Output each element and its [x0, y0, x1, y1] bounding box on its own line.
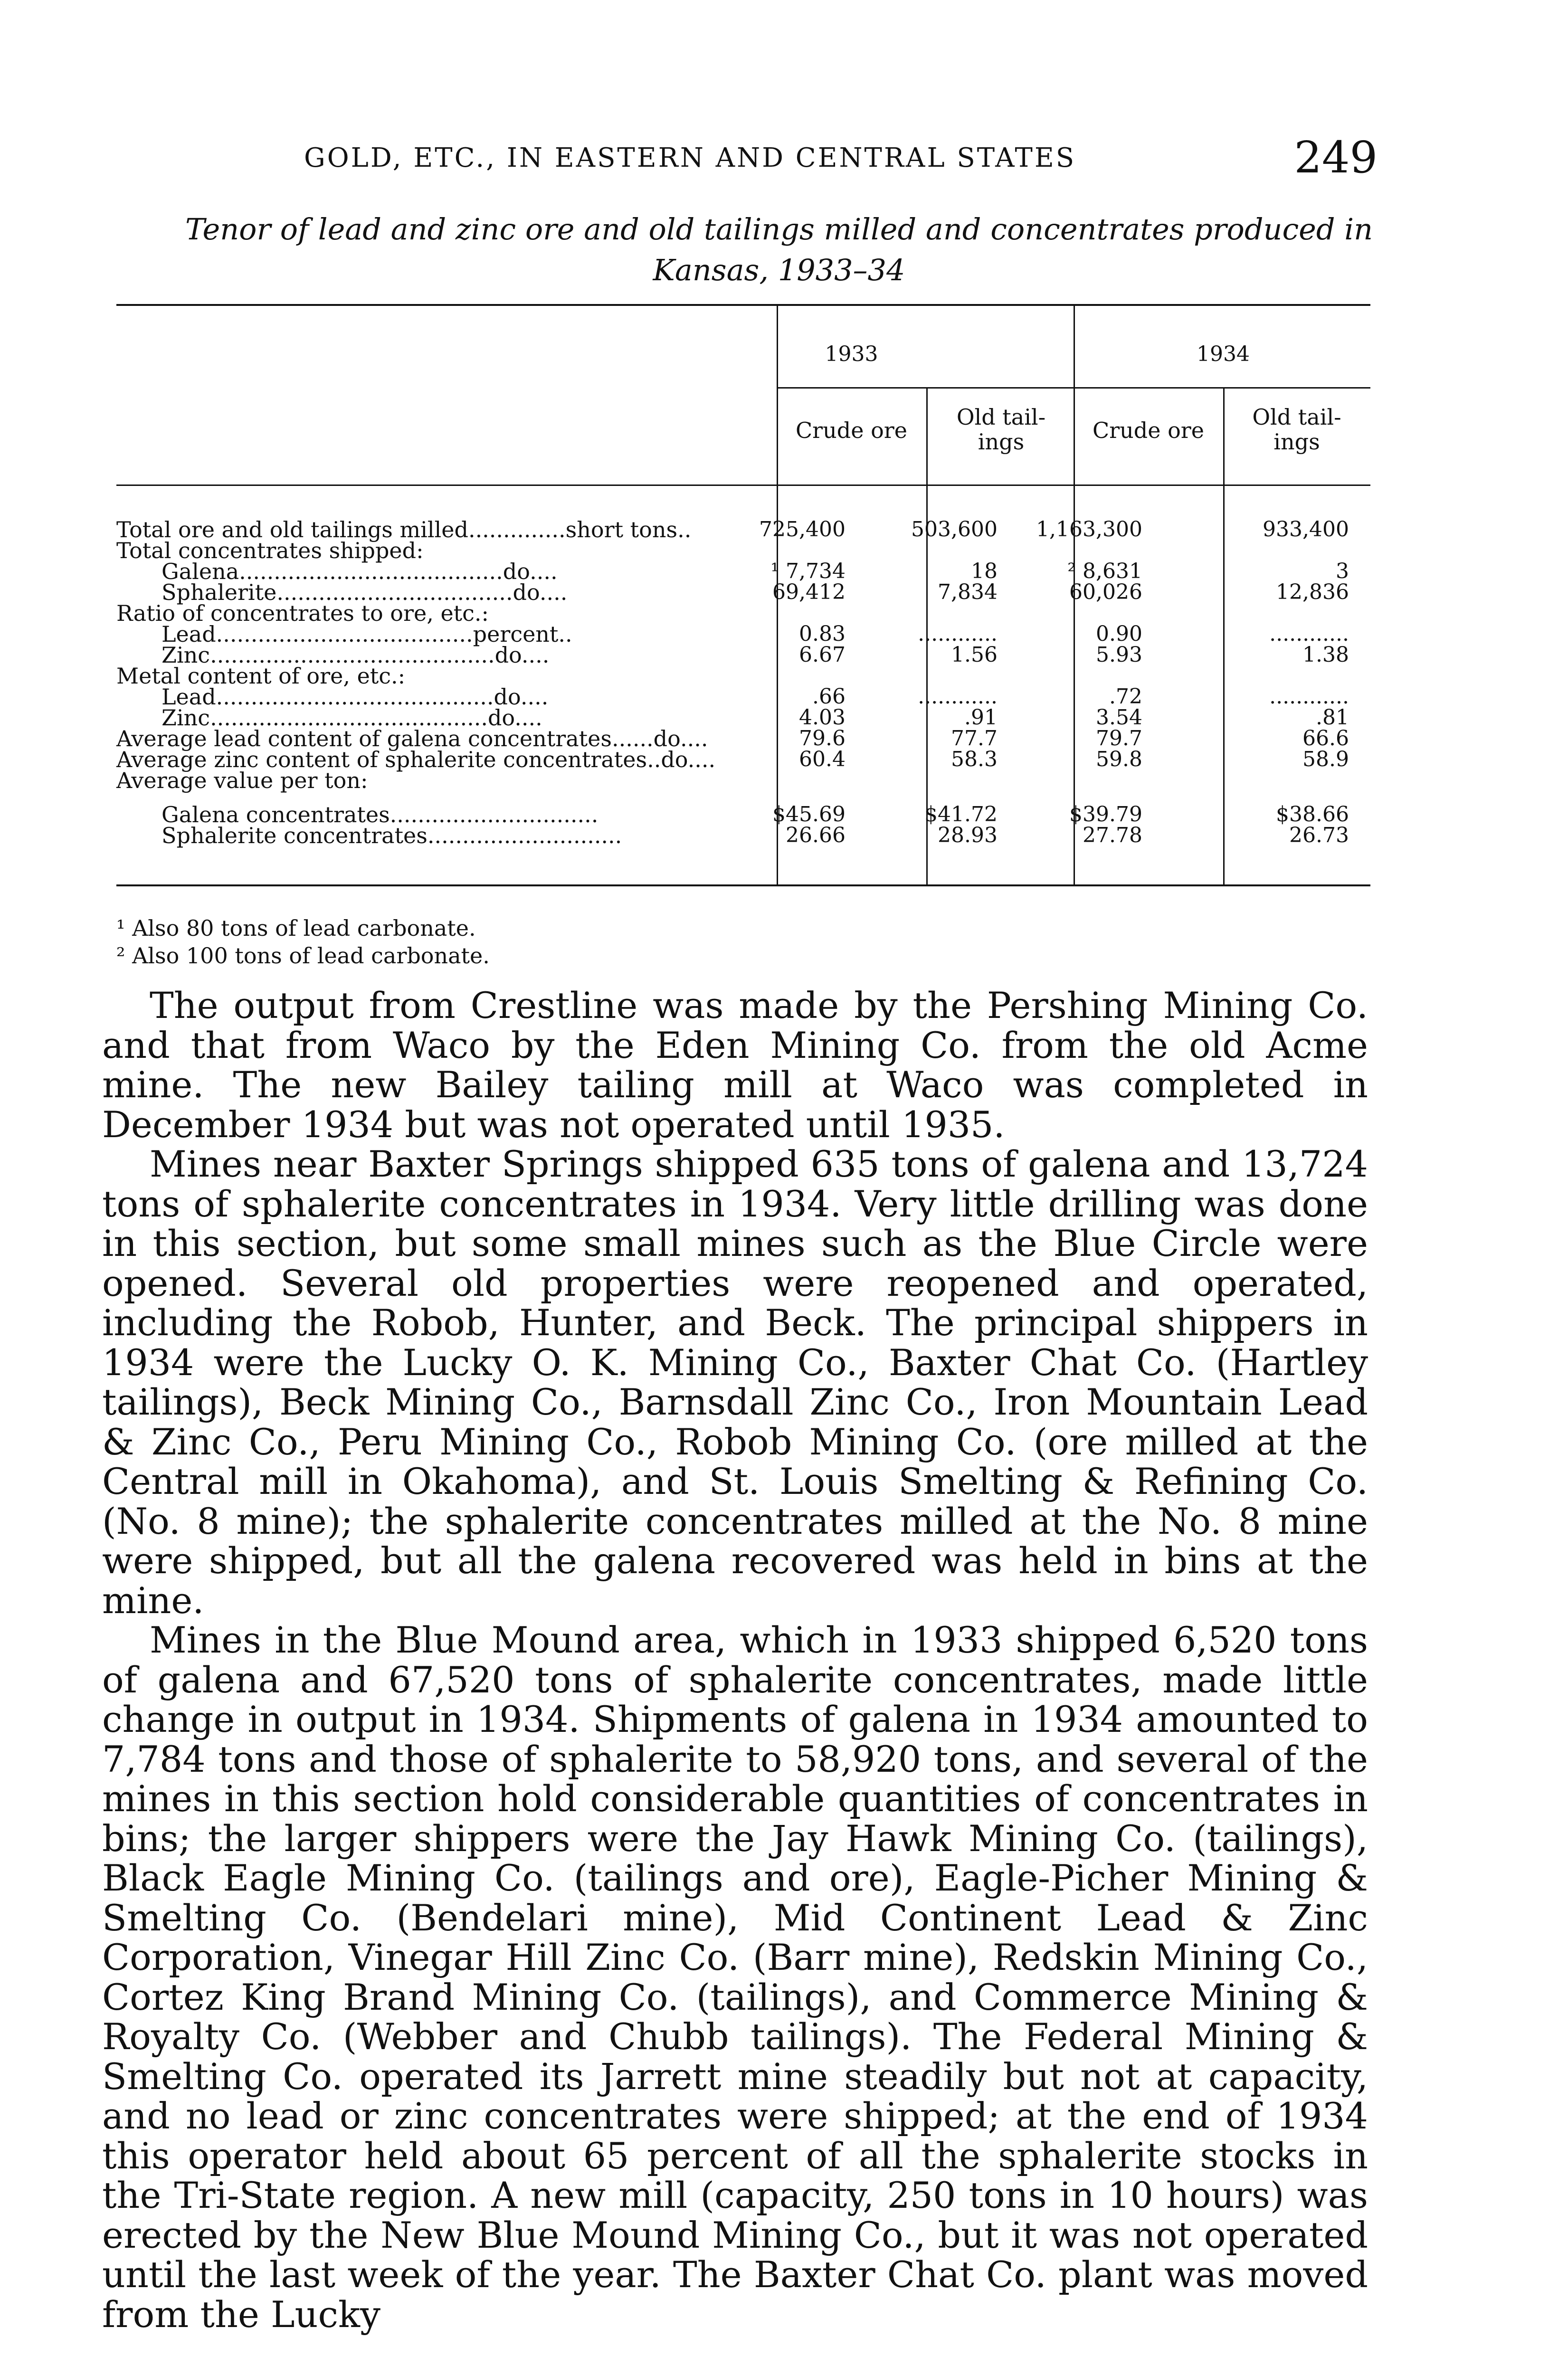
- table-cell: 0.90: [1096, 622, 1142, 646]
- table-row-label: Average lead content of galena concentrates......do....: [116, 726, 708, 751]
- table-footnotes: [116, 914, 490, 969]
- table-cell: ............: [918, 622, 998, 646]
- table-cell: 3.54: [1096, 705, 1142, 730]
- table-cell: .91: [964, 705, 998, 730]
- table-cell: ............: [1269, 684, 1349, 709]
- column-header: Crude ore: [1092, 418, 1204, 443]
- table-cell: 66.6: [1302, 726, 1349, 750]
- page-number: 249: [1294, 132, 1378, 183]
- table-cell: 503,600: [911, 517, 998, 542]
- table-caption-line-2: Kansas, 1933–34: [653, 253, 905, 287]
- table-row-label: Ratio of concentrates to ore, etc.:: [116, 600, 489, 626]
- table-cell: 69,412: [772, 580, 846, 604]
- table-cell: $41.72: [924, 802, 998, 826]
- table-cell: 725,400: [759, 517, 846, 542]
- table-bottom-rule: [116, 884, 1370, 886]
- table-row-label: Galena concentrates..............................: [162, 802, 599, 827]
- table-cell: 58.9: [1302, 747, 1349, 771]
- table-cell: 12,836: [1276, 580, 1349, 604]
- table-cell: 1,163,300: [1036, 517, 1142, 542]
- table-cell: $38.66: [1276, 802, 1349, 826]
- table-cell: 27.78: [1083, 823, 1142, 847]
- table-row-label: Zinc.........................................do....: [162, 642, 550, 668]
- column-header: Crude ore: [795, 418, 907, 443]
- table-row-label: Total ore and old tailings milled..............short tons..: [116, 517, 692, 542]
- table-cell: 60.4: [799, 747, 846, 771]
- table-caption-line-1: Tenor of lead and zinc ore and old tailings milled and concentrates produced in: [185, 212, 1373, 247]
- table-cell: 60,026: [1069, 580, 1142, 604]
- header-bottom-rule: [116, 484, 1370, 486]
- table-row-label: Average zinc content of sphalerite concentrates..do....: [116, 747, 716, 772]
- table-cell: .81: [1316, 705, 1349, 730]
- body-text: [102, 986, 1368, 2334]
- table-cell: 26.73: [1289, 823, 1349, 847]
- table-cell: $39.79: [1069, 802, 1142, 826]
- table-row-label: Lead........................................do....: [162, 684, 549, 710]
- table-row-label: Lead.....................................percent..: [162, 621, 572, 647]
- table-cell: ............: [1269, 622, 1349, 646]
- table-cell: .66: [812, 684, 846, 709]
- table-caption: [143, 209, 1416, 291]
- table-top-rule: [116, 304, 1370, 306]
- table-row-label: Average value per ton:: [116, 768, 368, 793]
- table-cell: 5.93: [1096, 643, 1142, 667]
- table-cell: 1.56: [951, 643, 998, 667]
- table-cell: 6.67: [799, 643, 846, 667]
- column-header: Old tail- ings: [1252, 404, 1341, 455]
- table-cell: 1.38: [1302, 643, 1349, 667]
- table-cell: 18: [971, 559, 998, 583]
- table-cell: 3: [1336, 559, 1349, 583]
- year-header-1933: 1933: [825, 342, 878, 366]
- table-cell: 26.66: [786, 823, 846, 847]
- table-cell: 0.83: [799, 622, 846, 646]
- table-cell: 28.93: [938, 823, 998, 847]
- table-row-label: Galena......................................do....: [162, 559, 558, 584]
- table-cell: 933,400: [1263, 517, 1349, 542]
- table-cell: ............: [918, 684, 998, 709]
- table-cell: 7,834: [938, 580, 998, 604]
- table-row-label: Total concentrates shipped:: [116, 538, 424, 563]
- table-cell: 79.7: [1096, 726, 1142, 750]
- table-row-label: Sphalerite concentrates............................: [162, 823, 622, 848]
- paragraph: Mines near Baxter Springs shipped 635 tons of galena and 13,724 tons of sphalerite concentrates in 1934. Very little drilling was done in this section, but some small mines such as the Blue Circle were opened. Several old properties were reopened and operated, including the Robob, Hunter, and Beck. The principal shippers in 1934 were the Lucky O. K. Mining Co., Baxter Chat Co. (Hartley tailings), Beck Mining Co., Barnsdall Zinc Co., Iron Mountain Lead & Zinc Co., Peru Mining Co., Robob Mining Co. (ore milled at the Central mill in Okahoma), and St. Louis Smelting & Refining Co. (No. 8 mine); the sphalerite concentrates milled at the No. 8 mine were shipped, but all the galena recovered was held in bins at the mine.: [102, 1143, 1368, 1622]
- footnote: ² Also 100 tons of lead carbonate.: [116, 943, 490, 969]
- table-cell: .72: [1109, 684, 1142, 709]
- table-row-label: Sphalerite..................................do....: [162, 580, 568, 605]
- year-header-1934: 1934: [1197, 342, 1250, 366]
- running-title: GOLD, ETC., IN EASTERN AND CENTRAL STATES: [304, 142, 1076, 173]
- table-row-label: Metal content of ore, etc.:: [116, 663, 406, 689]
- table-cell: 77.7: [951, 726, 998, 750]
- table-cell: 59.8: [1096, 747, 1142, 771]
- table-cell: 4.03: [799, 705, 846, 730]
- table-cell: 79.6: [799, 726, 846, 750]
- paragraph: Mines in the Blue Mound area, which in 1933 shipped 6,520 tons of galena and 67,520 tons of sphalerite concentrates, made little change in output in 1934. Shipments of galena in 1934 amounted to 7,784 tons and those of sphalerite to 58,920 tons, and several of the mines in this section hold considerable quantities of concentrates in bins; the larger shippers were the Jay Hawk Mining Co. (tailings), Black Eagle Mining Co. (tailings and ore), Eagle-Picher Mining & Smelting Co. (Bendelari mine), Mid Continent Lead & Zinc Corporation, Vinegar Hill Zinc Co. (Barr mine), Redskin Mining Co., Cortez King Brand Mining Co. (tailings), and Commerce Mining & Royalty Co. (Webber and Chubb tailings). The Federal Mining & Smelting Co. operated its Jarrett mine steadily but not at capacity, and no lead or zinc concentrates were shipped; at the end of 1934 this operator held about 65 percent of all the sphalerite stocks in the Tri-State region. A new mill (capacity, 250 tons in 10 hours) was erected by the New Blue Mound Mining Co., but it was not operated until the last week of the year. The Baxter Chat Co. plant was moved from the Lucky: [102, 1619, 1368, 2336]
- table-row-label: Zinc........................................do....: [162, 705, 542, 731]
- table-cell: ¹ 7,734: [770, 559, 846, 583]
- table-cell: 58.3: [951, 747, 998, 771]
- table-cell: $45.69: [772, 802, 846, 826]
- table-cell: ² 8,631: [1067, 559, 1142, 583]
- paragraph: The output from Crestline was made by the Pershing Mining Co. and that from Waco by the Eden Mining Co. from the old Acme mine. The new Bailey tailing mill at Waco was completed in December 1934 but was not operated until 1935.: [102, 984, 1368, 1146]
- column-header: Old tail- ings: [956, 404, 1046, 455]
- footnote: ¹ Also 80 tons of lead carbonate.: [116, 915, 476, 941]
